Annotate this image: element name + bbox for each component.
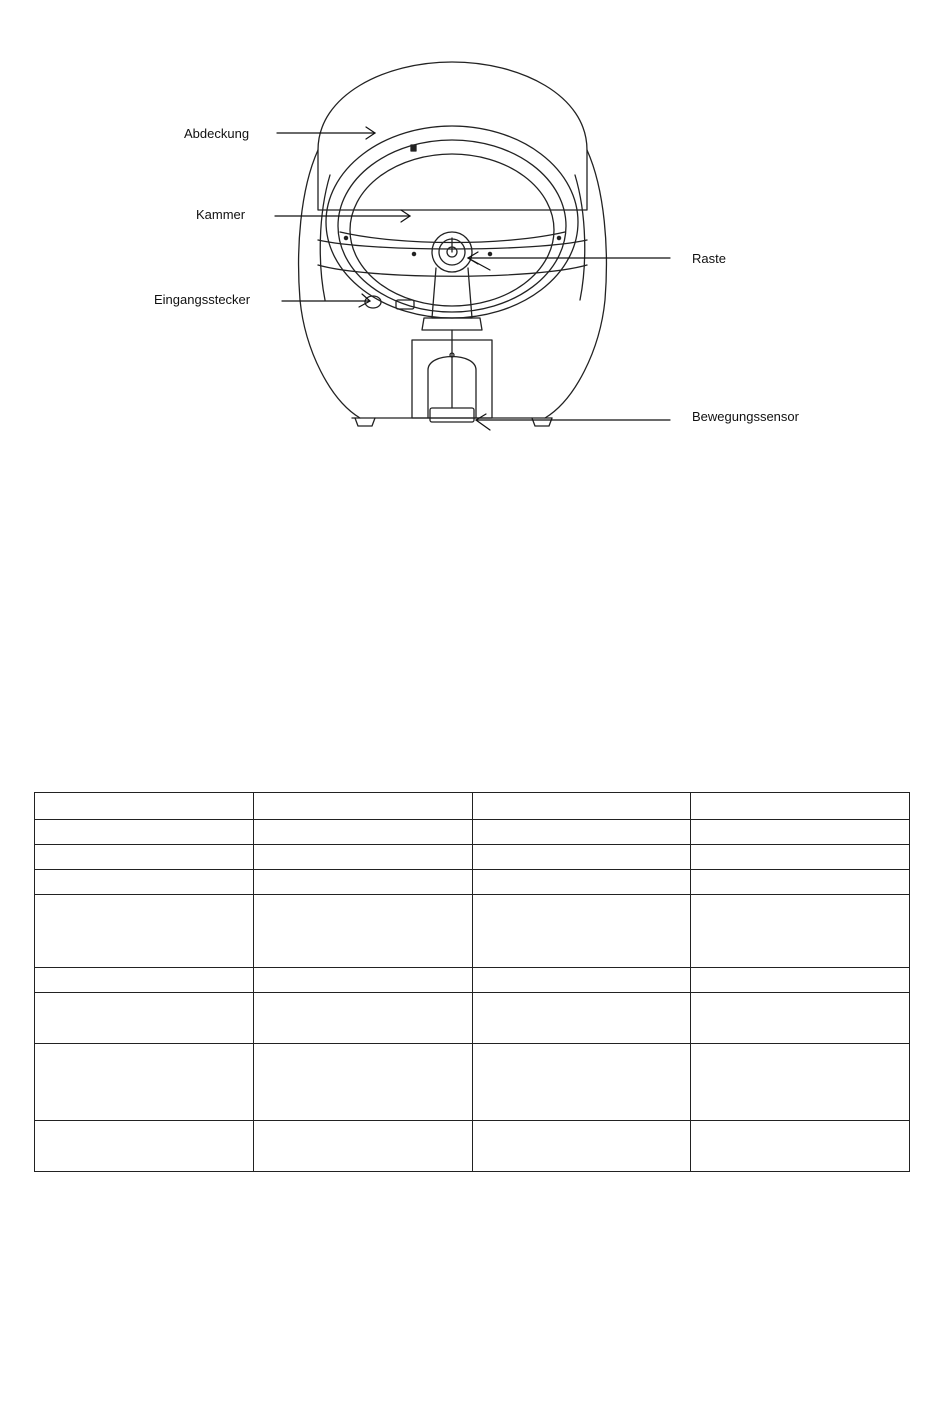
chamber-arrow [275,210,410,222]
table-cell [35,993,254,1044]
catch-arrow [468,252,670,270]
table-row [35,895,910,968]
table-cell [472,1044,691,1121]
table-cell [691,820,910,845]
table-cell [253,1044,472,1121]
sensor-box [430,408,474,422]
table-row [35,993,910,1044]
input-plug-arrow [282,294,370,307]
table-cell [472,895,691,968]
cover-arrow [277,127,375,139]
table-cell [35,895,254,968]
table-cell [472,820,691,845]
table-cell [253,1121,472,1172]
label-catch: Raste [692,251,726,266]
table-cell [35,968,254,993]
table-row [35,1044,910,1121]
empty-table [34,792,910,1172]
spec-table [34,792,910,1172]
table-row [35,1121,910,1172]
table-cell [691,993,910,1044]
table-cell [472,793,691,820]
body-right [545,150,606,418]
table-cell [35,870,254,895]
table-cell [35,1121,254,1172]
table-cell [253,870,472,895]
table-cell [691,870,910,895]
chamber-ring-inner [338,140,566,312]
table-cell [691,793,910,820]
table-cell [35,820,254,845]
table-cell [35,845,254,870]
table-cell [472,993,691,1044]
table-cell [472,845,691,870]
device-diagram [0,0,950,460]
label-cover: Abdeckung [184,126,250,141]
motion-sensor-arrow [476,414,670,430]
device-drawing [0,0,950,460]
table-row [35,845,910,870]
table-cell [253,793,472,820]
table-cell [253,895,472,968]
table-cell [472,1121,691,1172]
table-cell [691,895,910,968]
table-cell [691,845,910,870]
body-left [299,150,360,418]
table-cell [253,968,472,993]
table-cell [691,968,910,993]
label-input-plug: Eingangsstecker [154,292,251,307]
chamber-ring-outer [326,126,578,318]
table-row [35,870,910,895]
table-row [35,968,910,993]
table-cell [253,820,472,845]
table-cell [691,1044,910,1121]
table-cell [472,870,691,895]
table-row [35,793,910,820]
label-motion-sensor: Bewegungssensor [692,409,799,424]
table-cell [472,968,691,993]
table-cell [253,993,472,1044]
table-cell [691,1121,910,1172]
table-row [35,820,910,845]
cover-outline [318,62,587,210]
label-chamber: Kammer [196,207,246,222]
table-cell [35,793,254,820]
table-cell [35,1044,254,1121]
table-cell [253,845,472,870]
